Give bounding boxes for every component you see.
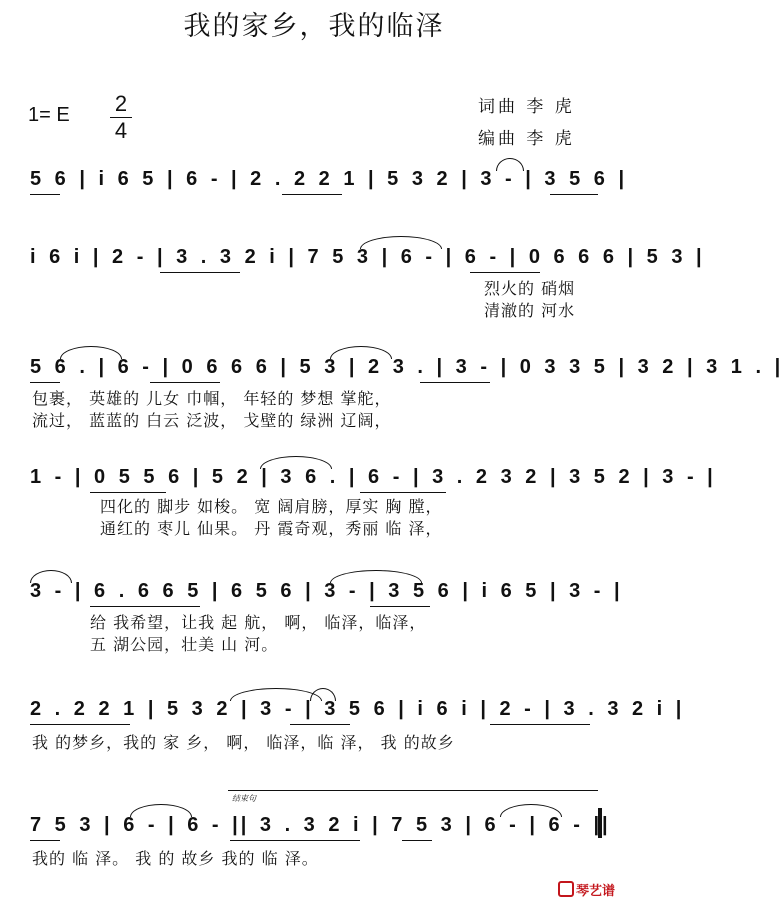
time-sig-numerator: 2: [114, 91, 128, 116]
watermark-text: 琴艺谱: [576, 884, 616, 899]
beam-underline: [30, 840, 60, 841]
beam-underline: [30, 382, 60, 383]
lyric-line-10: 我的 临 泽。 我 的 故乡 我的 临 泽。: [32, 849, 319, 868]
lyric-line-9: 我 的梦乡，我的 家 乡， 啊， 临泽，临 泽， 我 的故乡: [32, 733, 455, 752]
lyric-line-7: 给 我希望，让我 起 航， 啊， 临泽，临泽，: [90, 613, 427, 632]
beam-underline: [30, 194, 60, 195]
lyric-line-8: 五 湖公园，壮美 山 河。: [90, 635, 279, 654]
tie-mark: [360, 236, 442, 249]
key-signature: 1= E: [28, 104, 70, 126]
beam-underline: [470, 272, 540, 273]
lyricist-credit: 词曲 李 虎: [478, 97, 575, 117]
notation-row-7: 7 5 3 | 6 - | 6 - || 3 . 3 2 i | 7 5 3 | 6 - | 6 - ||: [30, 814, 611, 836]
tie-mark: [496, 158, 524, 171]
watermark-logo-icon: [558, 881, 574, 897]
coda-bracket: [228, 790, 598, 791]
tie-mark: [130, 804, 192, 817]
lyric-line-6: 通红的 枣儿 仙果。 丹 霞奇观，秀丽 临 泽，: [100, 519, 443, 538]
staff-row-1: [30, 160, 628, 204]
tie-mark: [60, 346, 122, 359]
beam-underline: [402, 840, 432, 841]
lyric-line-4: 流过， 蓝蓝的 白云 泛波， 戈壁的 绿洲 辽阔，: [32, 411, 392, 430]
beam-underline: [150, 382, 220, 383]
tie-mark: [310, 688, 336, 701]
beam-underline: [490, 724, 590, 725]
time-sig-denominator: 4: [114, 118, 128, 143]
arranger-credit: 编曲 李 虎: [478, 129, 575, 149]
tie-mark: [330, 570, 422, 583]
lyric-line-2: 清澈的 河水: [484, 301, 576, 320]
notation-row-5: 3 - | 6 . 6 6 5 | 6 5 6 | 3 - | 3 5 6 | i 6 5 | 3 - |: [30, 580, 623, 602]
tie-mark: [260, 456, 332, 469]
lyric-line-5: 四化的 脚步 如梭。 宽 阔肩膀，厚实 胸 膛，: [100, 497, 443, 516]
final-barline: [598, 808, 602, 838]
tie-mark: [30, 570, 72, 583]
staff-row-7: [30, 806, 611, 850]
notation-row-2: i 6 i | 2 - | 3 . 3 2 i | 7 5 3 | 6 - | 6 - | 0 6 6 6 | 5 3 |: [30, 246, 705, 268]
beam-underline: [282, 194, 342, 195]
tie-mark: [500, 804, 562, 817]
beam-underline: [90, 492, 166, 493]
watermark: [558, 880, 615, 899]
notation-row-1: 5 6 | i 6 5 | 6 - | 2 . 2 2 1 | 5 3 2 | 3 - | 3 5 6 |: [30, 168, 628, 190]
page-title: 我的家乡，我的临泽: [183, 11, 445, 42]
notation-row-6: 2 . 2 2 1 | 5 3 2 | 3 - | 3 5 6 | i 6 i | 2 - | 3 . 3 2 i |: [30, 698, 685, 720]
beam-underline: [30, 724, 130, 725]
beam-underline: [420, 382, 490, 383]
notation-row-4: 1 - | 0 5 5 6 | 5 2 | 3 6 . | 6 - | 3 . 2 3 2 | 3 5 2 | 3 - |: [30, 466, 716, 488]
time-signature: [108, 92, 134, 143]
lyric-line-3: 包裹， 英雄的 儿女 巾帼， 年轻的 梦想 掌舵，: [32, 389, 392, 408]
coda-label: 结束句: [232, 794, 256, 803]
beam-underline: [230, 840, 360, 841]
beam-underline: [90, 606, 200, 607]
tie-mark: [330, 346, 392, 359]
notation-row-3: 5 6 . | 6 - | 0 6 6 6 | 5 3 | 2 3 . | 3 - | 0 3 3 5 | 3 2 | 3 1 . |: [30, 356, 783, 378]
staff-row-6: [30, 690, 685, 734]
beam-underline: [550, 194, 598, 195]
beam-underline: [360, 492, 446, 493]
tie-mark: [230, 688, 322, 701]
beam-underline: [290, 724, 350, 725]
lyric-line-1: 烈火的 硝烟: [484, 279, 576, 298]
beam-underline: [370, 606, 430, 607]
beam-underline: [160, 272, 240, 273]
